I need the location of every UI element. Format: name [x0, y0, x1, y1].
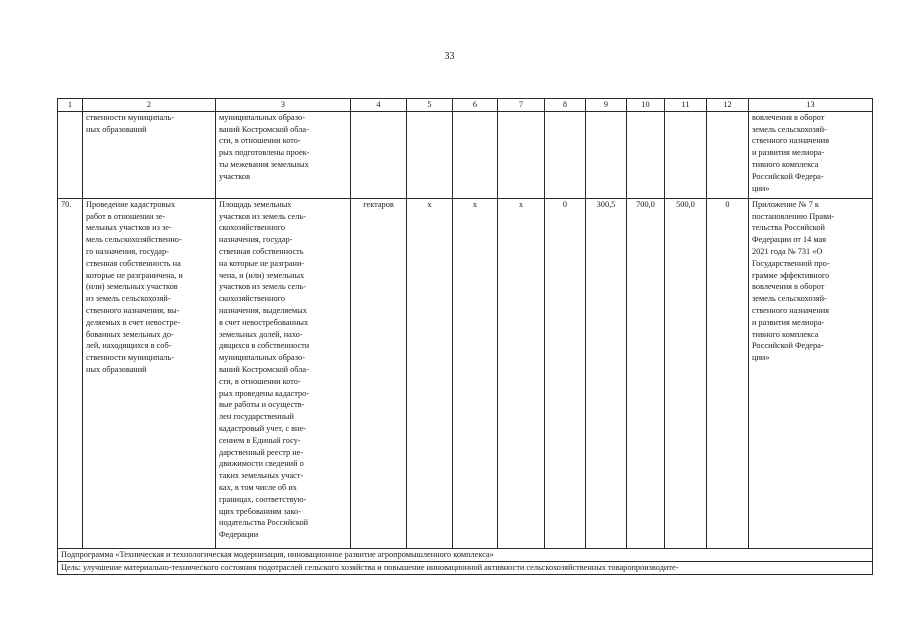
column-header: 10: [627, 99, 665, 112]
value-cell: 700,0: [627, 198, 665, 548]
column-header: 9: [586, 99, 627, 112]
table-cell: [545, 111, 586, 198]
event-cell: ственности муниципаль- ных образований: [83, 111, 216, 198]
table-row-70: [58, 198, 873, 548]
event-cell: Проведение кадастровых работ в отношении зе- мельных участков из зе- мель сельскохозяйственно- го назначения, государ- ственная собственность на которые не разграничена, и (или) земельных участков из земель сельскохозяй- ственного назначения, вы- деляемых в счет невостре- бованных земельных до- лей, находящихся в соб- ственности муниципаль- ных образований: [83, 198, 216, 548]
value-cell: х: [453, 198, 498, 548]
table-cell: [665, 111, 707, 198]
table-cell: [453, 111, 498, 198]
column-header: 3: [216, 99, 351, 112]
column-header-row: [58, 99, 873, 112]
value-cell: 300,5: [586, 198, 627, 548]
indicator-cell: Площадь земельных участков из земель сель- скохозяйственного назначения, государ- ственная собственность на которые не разграни- чена, и (или) земельных участков из земель сель- скохозяйственного назначения, выделяемых в счет невостребованных земельных долей, нахо- дящихся в собственности муниципальных образо- ваний Костромской обла- сти, в отношении кото- рых проведены кадастро- вые работы и осуществ- лен государственный кадастровый учет, с вне- сением в Единый госу- дарственный реестр не- движимости сведений о таких земельных участ- ках, в том числе об их границах, соответствую- щих требованиям зако- нодательства Российской Федерации: [216, 198, 351, 548]
column-header: 7: [498, 99, 545, 112]
value-cell: 500,0: [665, 198, 707, 548]
column-header: 12: [707, 99, 749, 112]
unit-cell: гектаров: [351, 198, 407, 548]
goal-row: [58, 561, 873, 574]
column-header: 11: [665, 99, 707, 112]
table-cell: [586, 111, 627, 198]
column-header: 1: [58, 99, 83, 112]
column-header: 2: [83, 99, 216, 112]
subprogram-title: Подпрограмма «Техническая и технологическая модернизация, инновационное развитие агропромышленного комплекса»: [58, 548, 873, 561]
column-header: 5: [407, 99, 453, 112]
column-header: 8: [545, 99, 586, 112]
table-cell: [627, 111, 665, 198]
indicators-table: [57, 98, 873, 575]
column-header: 4: [351, 99, 407, 112]
column-header: 6: [453, 99, 498, 112]
table-row-continuation: [58, 111, 873, 198]
value-cell: 0: [707, 198, 749, 548]
value-cell: 0: [545, 198, 586, 548]
table-cell: [58, 111, 83, 198]
row-number: 70.: [58, 198, 83, 548]
page-number: 33: [444, 51, 455, 62]
column-header: 13: [749, 99, 873, 112]
goal-text: Цель: улучшение материально-технического состояния подотраслей сельского хозяйства и повышение инновационной активности сельскохозяйственных товаропроизводите-: [58, 561, 873, 574]
indicator-cell: муниципальных образо- ваний Костромской обла- сти, в отношении кото- рых подготовлены проек- ты межевания земельных участков: [216, 111, 351, 198]
basis-cell: Приложение № 7 к постановлению Прави- тельства Российской Федерации от 14 мая 2021 года № 731 «О Государственной про- грамме эффективного вовлечения в оборот земель сельскохозяй- ственного назначения и развития мелиора- тивного комплекса Российской Федера- ции»: [749, 198, 873, 548]
table-cell: [498, 111, 545, 198]
value-cell: х: [498, 198, 545, 548]
table-cell: [407, 111, 453, 198]
table-cell: [707, 111, 749, 198]
table-cell: [351, 111, 407, 198]
basis-cell: вовлечения в оборот земель сельскохозяй- ственного назначения и развития мелиора- тивного комплекса Российской Федера- ции»: [749, 111, 873, 198]
value-cell: х: [407, 198, 453, 548]
subprogram-row: [58, 548, 873, 561]
